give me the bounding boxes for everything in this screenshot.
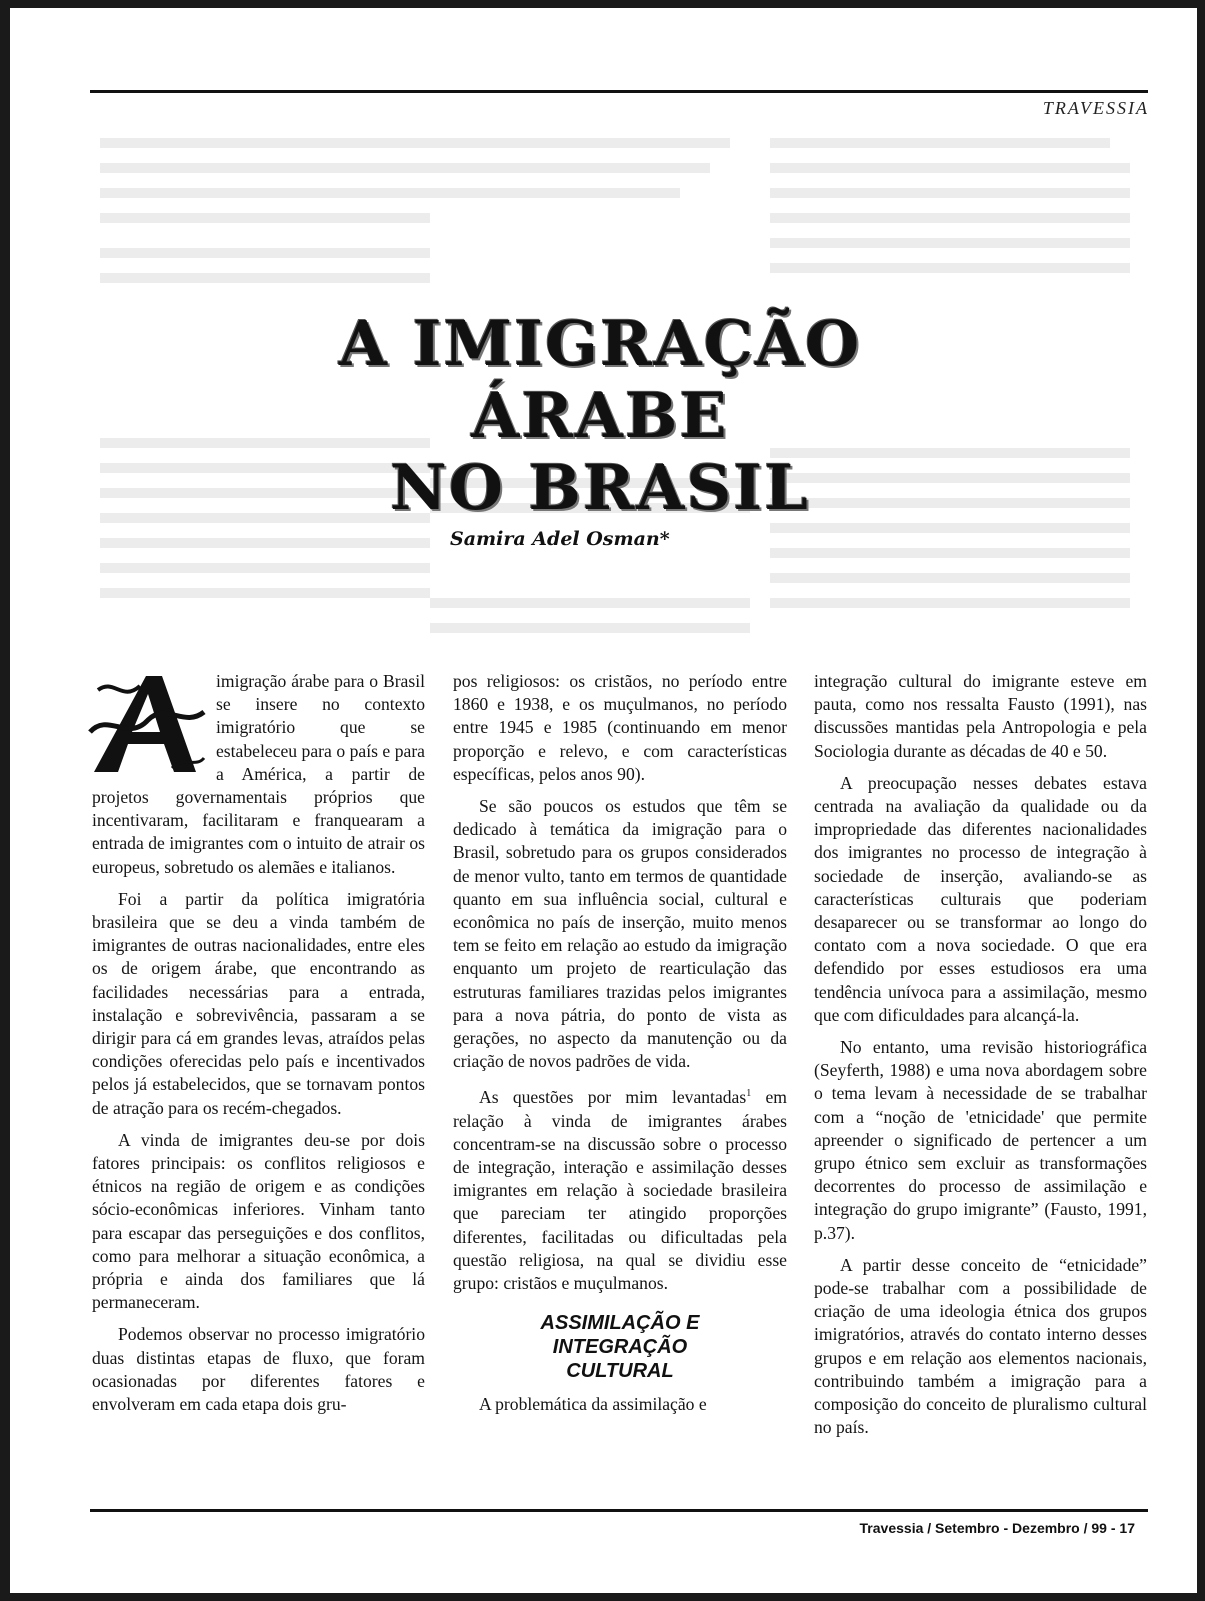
magazine-page <box>10 8 1197 1593</box>
paragraph: integração cultural do imigrante esteve em pauta, como nos ressalta Fausto (1991), nas discussões mantidas pela Antropologia e pela Sociologia durante as décadas de 40 e 50. <box>814 671 1147 761</box>
column-1 <box>92 670 425 1425</box>
journal-name: TRAVESSIA <box>1042 98 1149 118</box>
paragraph-text: imigração árabe para o Brasil se insere no contexto imigratório que se estabeleceu para o país e para a América, a partir de projetos governamentais próprios que incentivaram, facilitaram e franquearam a entrada de imigrantes com o intuito de atrair os europeus, sobretudo os alemães e italianos. <box>92 671 425 877</box>
author-byline: Samira Adel Osman* <box>450 528 670 550</box>
section-heading-line: CULTURAL <box>566 1360 674 1383</box>
paragraph: pos religiosos: os cristãos, no período entre 1860 e 1938, e os muçulmanos, no período entre 1945 e 1985 (continuando em menor proporção e relevo, e com características específicas, pelos anos 90). <box>453 671 787 784</box>
paragraph <box>453 1082 787 1295</box>
paragraph-text: em relação à vinda de imigrantes árabes concentram-se na discussão sobre o processo de integração, interação e assimilação desses imigrantes em relação à sociedade brasileira que pareciam ter atingido proporções diferentes, facilitadas ou dificultadas pela questão religiosa, na qual se dividiu esse grupo: cristãos e muçulmanos. <box>453 1087 787 1293</box>
footer-rule <box>90 1509 1148 1512</box>
paragraph: Foi a partir da política imigratória brasileira que se deu a vinda também de imigrantes de outras nacionalidades, entre eles os de origem árabe, que encontrando as facilidades necessárias para a entrada, instalação e sobrevivência, passaram a se dirigir para cá em grandes levas, atraídos pelas condições oferecidas pelo país e incentivados pelos já estabelecidos, que se tornavam pontos de atração para os recém-chegados. <box>92 888 425 1118</box>
column-3 <box>814 670 1147 1449</box>
header-rule <box>90 90 1148 93</box>
paragraph <box>92 670 425 879</box>
title-line-1: A IMIGRAÇÃO ÁRABE <box>338 307 862 452</box>
paragraph: A vinda de imigrantes deu-se por dois fatores principais: os conflitos religiosos e étnicos na região de origem e as condições sócio-econômicas inferiores. Vinham tanto para escapar das perseguições e dos conflitos, como para melhorar a situação econômica, a própria e ainda dos familiares que lá permaneceram. <box>92 1129 425 1313</box>
paragraph: A problemática da assimilação e <box>479 1394 707 1415</box>
footnote-marker: 1 <box>746 1088 752 1100</box>
drop-cap-ornament <box>88 672 206 776</box>
paragraph: Podemos observar no processo imigratório duas distintas etapas de fluxo, que foram ocasionadas por diferentes fatores e envolveram em cada etapa dois gru- <box>92 1324 425 1415</box>
drop-cap-letter: A <box>140 758 151 774</box>
paragraph: Se são poucos os estudos que têm se dedicado à temática da imigração para o Brasil, sobretudo para os grupos considerados de menor vulto, tanto em termos de quantidade quanto em sua influência social, cultural e econômica no país de inserção, muito menos tem se feito em relação ao estudo da imigração enquanto um projeto de rearticulação das estruturas familiares trazidas pelos imigrantes para a nova pátria, do ponto de vista as gerações, no aspecto da manutenção ou da criação de novos padrões de vida. <box>453 796 787 1072</box>
page-footer: Travessia / Setembro - Dezembro / 99 - 17 <box>859 1520 1135 1536</box>
paragraph-text: As questões por mim levantadas <box>479 1087 747 1108</box>
column-2 <box>453 670 787 1425</box>
section-heading <box>453 1311 787 1383</box>
paragraph: No entanto, uma revisão historiográfica (Seyferth, 1988) e uma nova abordagem sobre o tema levam à necessidade de se trabalhar com a “noção de 'etnicidade' que permite apreender o significado de pertencer a um grupo étnico sem excluir as transformações decorrentes do processo de assimilação e integração do grupo imigrante” (Fausto, 1991, p.37). <box>814 1037 1147 1243</box>
article-title <box>210 308 990 524</box>
paragraph: A preocupação nesses debates estava centrada na avaliação da qualidade ou da impropriedade das diferentes nacionalidades dos imigrantes no processo de integração à sociedade de inserção, avaliando-se as características culturais que poderiam desaparecer ou se transformar ao longo do contato com a nova sociedade. O que era defendido por esses estudiosos era uma tendência unívoca para a assimilação, mesmo que com dificuldades para alcançá-la. <box>814 772 1147 1025</box>
section-heading-line: ASSIMILAÇÃO E <box>540 1312 700 1335</box>
section-heading-line: INTEGRAÇÃO <box>552 1336 688 1359</box>
paragraph: A partir desse conceito de “etnicidade” pode-se trabalhar com a possibilidade de criação de uma ideologia étnica dos grupos imigratórios, através do contato interno desses grupos e em relação aos elementos nacionais, contribuindo também a imigração para a composição do conceito de pluralismo cultural no país. <box>814 1254 1147 1438</box>
title-line-2: NO BRASIL <box>390 451 810 524</box>
